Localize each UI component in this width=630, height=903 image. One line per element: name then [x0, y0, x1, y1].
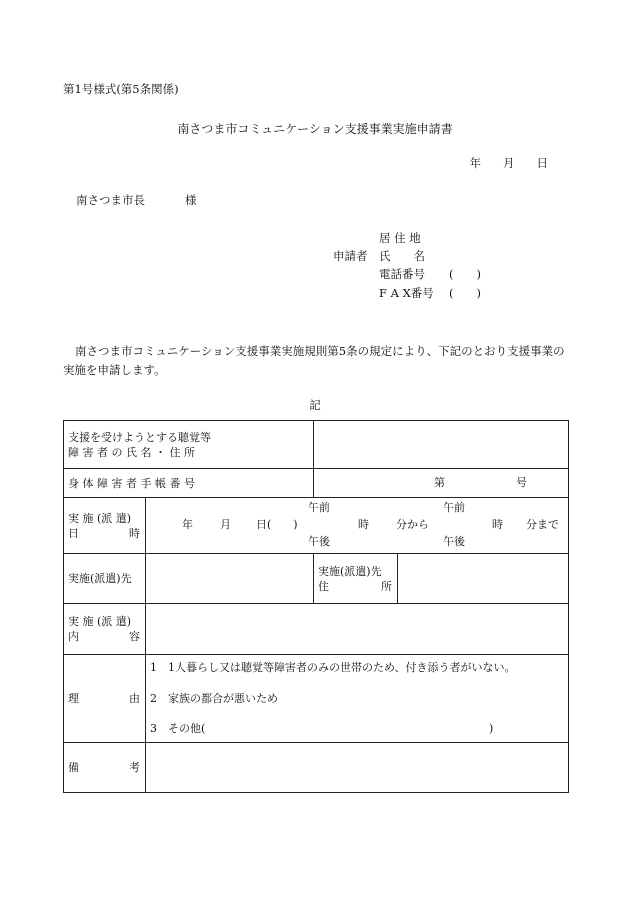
addressee — [76, 193, 197, 207]
application-table — [63, 420, 569, 793]
label-datetime-a: 実 施 (派 遣) — [68, 511, 132, 525]
date-year: 年 — [469, 156, 481, 170]
label-destination-address — [314, 554, 398, 604]
label-datetime-b: 日 時 — [68, 526, 140, 540]
dt-from: 分から — [396, 518, 429, 531]
document-title: 南さつま市コミュニケーション支援事業実施申請書 — [177, 122, 453, 136]
reason-option-3[interactable]: 3 その他( — [150, 722, 206, 735]
phone-label: 電話番号 — [379, 267, 425, 281]
applicant-fax — [379, 286, 481, 300]
reason-option-3-close: ) — [489, 722, 494, 735]
field-person-name-address[interactable] — [314, 421, 569, 469]
label-person-a: 支援を受けようとする聴覚等 — [68, 430, 211, 444]
applicant-name-label: 氏 名 — [379, 249, 425, 263]
dt-end-pm[interactable]: 午後 — [443, 535, 465, 548]
dt-start-hour: 時 — [358, 518, 369, 531]
field-destination[interactable] — [146, 554, 314, 604]
field-destination-address[interactable] — [398, 554, 569, 604]
body-text: 南さつま市コミュニケーション支援事業実施規則第5条の規定により、下記のとおり支援事業の実施を申請します。 — [63, 344, 565, 377]
row-remarks — [64, 743, 569, 793]
row-handbook — [64, 469, 569, 498]
field-reason[interactable] — [146, 655, 569, 743]
label-content-b: 内 容 — [68, 630, 140, 643]
dt-start-am[interactable]: 午前 — [308, 501, 330, 514]
dt-end-am[interactable]: 午前 — [443, 501, 465, 514]
dt-day: 日( ) — [256, 518, 298, 531]
fax-paren: ( ) — [449, 286, 481, 300]
honorific: 様 — [185, 193, 197, 207]
field-datetime[interactable] — [146, 498, 569, 554]
label-dest-addr-a: 実施(派遣)先 — [318, 564, 382, 578]
phone-paren: ( ) — [449, 267, 481, 281]
applicant-phone — [379, 267, 481, 281]
reason-option-2[interactable]: 2 家族の都合が悪いため — [150, 692, 278, 705]
label-remarks: 備 考 — [64, 743, 146, 793]
field-remarks[interactable] — [146, 743, 569, 793]
applicant-address-label: 居 住 地 — [379, 231, 421, 245]
row-destination — [64, 554, 569, 604]
dt-start-pm[interactable]: 午後 — [308, 535, 330, 548]
addressee-name: 南さつま市長 — [76, 193, 145, 207]
dt-month: 月 — [220, 518, 231, 531]
form-number: 第1号様式(第5条関係) — [63, 82, 179, 96]
field-handbook[interactable] — [314, 469, 569, 498]
dt-year: 年 — [182, 518, 193, 531]
date-day: 日 — [536, 156, 548, 170]
row-reason — [64, 655, 569, 743]
date-month: 月 — [503, 156, 515, 170]
label-person-b: 障 害 者 の 氏 名 ・ 住 所 — [68, 445, 195, 459]
label-reason: 理 由 — [64, 655, 146, 743]
field-content[interactable] — [146, 604, 569, 655]
label-datetime — [64, 498, 146, 554]
dt-end-hour: 時 — [492, 518, 503, 531]
row-datetime — [64, 498, 569, 554]
label-content — [64, 604, 146, 655]
handbook-dai: 第 — [434, 476, 445, 489]
row-content — [64, 604, 569, 655]
date-row — [448, 156, 549, 170]
label-person-name-address — [64, 421, 314, 469]
ki-heading: 記 — [309, 398, 321, 412]
label-content-a: 実 施 (派 遣) — [68, 615, 132, 628]
reason-option-1[interactable]: 1 1人暮らし又は聴覚等障害者のみの世帯のため、付き添う者がいない。 — [150, 661, 516, 674]
fax-label: F A X番号 — [379, 286, 434, 300]
row-applicant-person — [64, 421, 569, 469]
handbook-go: 号 — [516, 476, 527, 489]
label-destination: 実施(派遣)先 — [64, 554, 146, 604]
dt-until: 分まで — [526, 518, 559, 531]
label-dest-addr-b: 住 所 — [318, 579, 392, 593]
label-handbook: 身 体 障 害 者 手 帳 番 号 — [64, 469, 314, 498]
applicant-label: 申請者 — [333, 249, 368, 263]
